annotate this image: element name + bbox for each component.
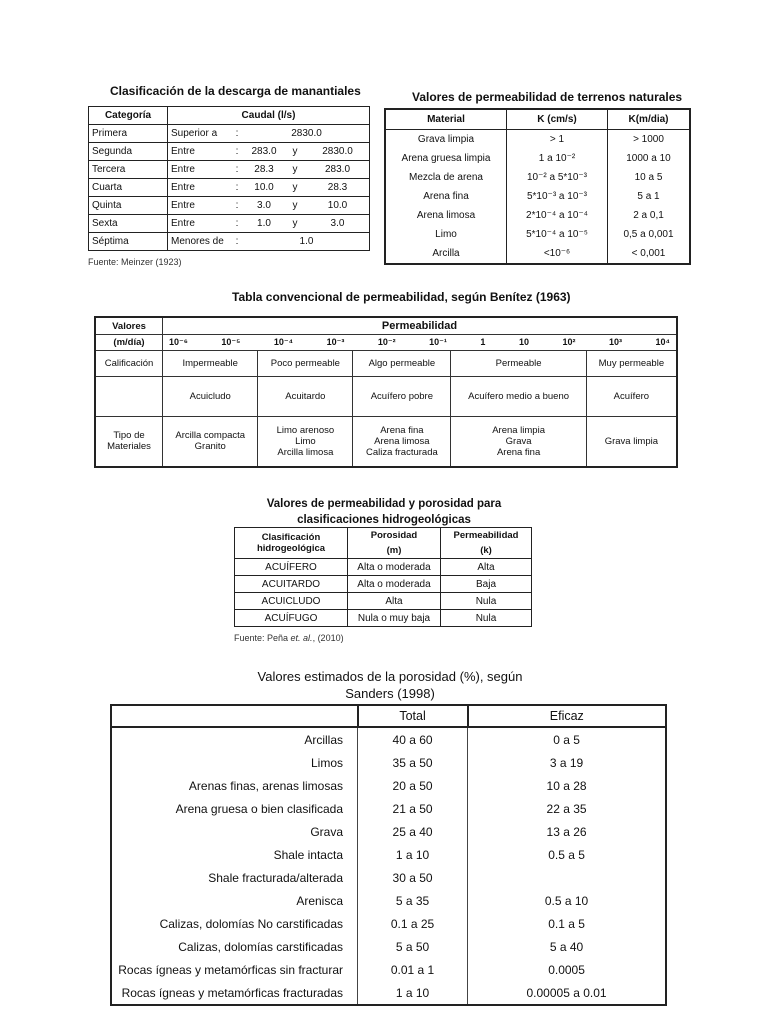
table5-title-line2: Sanders (1998) <box>345 686 435 701</box>
label-valores: Valores <box>95 317 163 335</box>
hydrogeologic-classification-table <box>234 527 532 627</box>
clase-cell: ACUÍFUGO <box>235 610 348 627</box>
material-cell: Arena fina <box>385 187 507 206</box>
table-row <box>111 820 666 843</box>
table-row <box>235 576 532 593</box>
caudal-cell <box>168 143 370 161</box>
calificacion-row <box>95 351 677 377</box>
table-row <box>385 168 690 187</box>
caudal-prefix: Entre <box>171 200 195 211</box>
label-tipo-materiales: Tipo de Materiales <box>95 417 163 467</box>
scale-tick: 10⁻⁶ <box>169 337 188 347</box>
scale-tick: 10⁻⁴ <box>273 337 294 347</box>
table-row <box>111 727 666 751</box>
calificacion-cell: Muy permeable <box>586 351 677 377</box>
k-mdia-cell: 2 a 0,1 <box>608 206 691 225</box>
header-k-mdia: K(m/dia) <box>608 109 691 130</box>
total-cell: 1 a 10 <box>358 981 468 1005</box>
header-permeabilidad-unit: (k) <box>480 545 492 556</box>
table1-source: Fuente: Meinzer (1923) <box>88 257 182 267</box>
table-row <box>385 149 690 168</box>
materiales-cell: Limo arenoso Limo Arcilla limosa <box>258 417 353 467</box>
eficaz-cell: 0.00005 a 0.01 <box>468 981 666 1005</box>
caudal-min: 1.0 <box>299 236 314 247</box>
scale-tick: 10 <box>518 337 529 347</box>
table-row <box>385 244 690 264</box>
porosidad-cell: Alta <box>348 593 441 610</box>
caudal-prefix: Entre <box>171 218 195 229</box>
categoria-cell: Séptima <box>89 233 168 251</box>
header-permeabilidad <box>441 528 532 559</box>
header-porosidad-unit: (m) <box>386 545 402 556</box>
table4-source <box>234 633 344 643</box>
porosity-sanders-table <box>110 704 667 1006</box>
caudal-min: 10.0 <box>254 182 274 193</box>
caudal-max: 28.3 <box>327 182 348 193</box>
eficaz-cell: 22 a 35 <box>468 797 666 820</box>
caudal-sep: : <box>235 218 239 229</box>
table-row <box>111 958 666 981</box>
caudal-sep: : <box>235 236 239 247</box>
caudal-max: 10.0 <box>327 200 348 211</box>
material-name-cell: Arenisca <box>111 889 358 912</box>
table-row <box>111 866 666 889</box>
eficaz-cell: 3 a 19 <box>468 751 666 774</box>
table4-title <box>234 496 534 528</box>
caudal-sep: : <box>235 200 239 211</box>
caudal-y: y <box>292 164 298 175</box>
table-header-row <box>235 528 532 559</box>
caudal-max: 3.0 <box>330 218 345 229</box>
scale-tick: 10² <box>562 337 576 347</box>
caudal-sep: : <box>235 146 239 157</box>
table-row <box>111 774 666 797</box>
caudal-prefix: Entre <box>171 164 195 175</box>
table-row <box>235 559 532 576</box>
porosidad-cell: Nula o muy baja <box>348 610 441 627</box>
caudal-cell <box>168 215 370 233</box>
table4-title-line2: clasificaciones hidrogeológicas <box>297 514 471 526</box>
permeability-natural-table <box>384 108 691 265</box>
scale-tick: 10⁴ <box>655 337 670 347</box>
label-calificacion: Calificación <box>95 351 163 377</box>
material-name-cell: Arcillas <box>111 727 358 751</box>
table-row <box>89 197 370 215</box>
materiales-cell: Arcilla compacta Granito <box>163 417 258 467</box>
permeabilidad-cell: Nula <box>441 610 532 627</box>
material-name-cell: Rocas ígneas y metamórficas sin fracturar <box>111 958 358 981</box>
caudal-prefix: Superior a <box>171 128 218 139</box>
header-blank <box>111 705 358 727</box>
material-name-cell: Shale intacta <box>111 843 358 866</box>
caudal-min: 2830.0 <box>291 128 322 139</box>
benitez-permeability-table <box>94 316 678 468</box>
source-year: , (2010) <box>312 633 344 643</box>
material-cell: Arcilla <box>385 244 507 264</box>
material-name-cell: Rocas ígneas y metamórficas fracturadas <box>111 981 358 1005</box>
material-cell: Arena gruesa limpia <box>385 149 507 168</box>
permeability-scale <box>163 337 676 348</box>
table-row <box>89 215 370 233</box>
categoria-cell: Quinta <box>89 197 168 215</box>
table-row <box>89 179 370 197</box>
table-row <box>89 125 370 143</box>
caudal-y: y <box>292 218 298 229</box>
table-row <box>235 593 532 610</box>
clase-row <box>95 377 677 417</box>
empty-cell <box>95 377 163 417</box>
header-porosidad-label: Porosidad <box>370 530 418 541</box>
material-name-cell: Shale fracturada/alterada <box>111 866 358 889</box>
table-row <box>385 130 690 150</box>
categoria-cell: Tercera <box>89 161 168 179</box>
k-mdia-cell: > 1000 <box>608 130 691 150</box>
eficaz-cell: 13 a 26 <box>468 820 666 843</box>
clase-cell: ACUICLUDO <box>235 593 348 610</box>
caudal-max: 283.0 <box>324 164 351 175</box>
categoria-cell: Sexta <box>89 215 168 233</box>
caudal-y: y <box>292 182 298 193</box>
header-material: Material <box>385 109 507 130</box>
caudal-prefix: Entre <box>171 146 195 157</box>
total-cell: 5 a 35 <box>358 889 468 912</box>
caudal-min: 283.0 <box>251 146 277 157</box>
porosidad-cell: Alta o moderada <box>348 576 441 593</box>
k-cms-cell: 1 a 10⁻² <box>507 149 608 168</box>
eficaz-cell: 0.0005 <box>468 958 666 981</box>
caudal-y: y <box>292 200 298 211</box>
categoria-cell: Primera <box>89 125 168 143</box>
clase-cell: Acuitardo <box>258 377 353 417</box>
spring-discharge-table <box>88 106 370 251</box>
k-cms-cell: > 1 <box>507 130 608 150</box>
material-cell: Grava limpia <box>385 130 507 150</box>
total-cell: 25 a 40 <box>358 820 468 843</box>
eficaz-cell: 0.5 a 5 <box>468 843 666 866</box>
caudal-prefix: Menores de <box>171 236 224 247</box>
materiales-cell: Grava limpia <box>586 417 677 467</box>
eficaz-cell: 0.1 a 5 <box>468 912 666 935</box>
caudal-sep: : <box>235 164 239 175</box>
table-header-row <box>89 107 370 125</box>
table2-title: Valores de permeabilidad de terrenos naturales <box>412 90 683 104</box>
header-eficaz: Eficaz <box>468 705 666 727</box>
header-clasificacion: Clasificación hidrogeológica <box>235 528 348 559</box>
table-row <box>89 233 370 251</box>
total-cell: 0.1 a 25 <box>358 912 468 935</box>
scale-tick: 10⁻³ <box>326 337 345 347</box>
table-row <box>385 206 690 225</box>
categoria-cell: Cuarta <box>89 179 168 197</box>
eficaz-cell: 5 a 40 <box>468 935 666 958</box>
scale-row <box>95 335 677 351</box>
table-row <box>89 143 370 161</box>
k-mdia-cell: 1000 a 10 <box>608 149 691 168</box>
k-mdia-cell: < 0,001 <box>608 244 691 264</box>
clase-cell: ACUITARDO <box>235 576 348 593</box>
label-mdia: (m/día) <box>95 335 163 351</box>
clase-cell: Acuífero <box>586 377 677 417</box>
total-cell: 20 a 50 <box>358 774 468 797</box>
materiales-row <box>95 417 677 467</box>
material-name-cell: Grava <box>111 820 358 843</box>
material-name-cell: Arena gruesa o bien clasificada <box>111 797 358 820</box>
table-row <box>385 225 690 244</box>
permeabilidad-cell: Baja <box>441 576 532 593</box>
scale-tick: 10⁻⁵ <box>221 337 241 347</box>
table-row <box>111 843 666 866</box>
k-mdia-cell: 5 a 1 <box>608 187 691 206</box>
k-cms-cell: 5*10⁻³ a 10⁻³ <box>507 187 608 206</box>
caudal-cell <box>168 179 370 197</box>
total-cell: 1 a 10 <box>358 843 468 866</box>
total-cell: 5 a 50 <box>358 935 468 958</box>
table-row <box>111 981 666 1005</box>
caudal-cell <box>168 125 370 143</box>
caudal-min: 28.3 <box>254 164 274 175</box>
total-cell: 0.01 a 1 <box>358 958 468 981</box>
table-header-row <box>95 317 677 335</box>
caudal-sep: : <box>235 182 239 193</box>
table5-title <box>230 668 550 702</box>
total-cell: 30 a 50 <box>358 866 468 889</box>
source-text: Fuente: Peña <box>234 633 291 643</box>
header-k-cms: K (cm/s) <box>507 109 608 130</box>
caudal-max: 2830.0 <box>322 146 353 157</box>
caudal-cell <box>168 233 370 251</box>
materiales-cell: Arena limpia Grava Arena fina <box>451 417 586 467</box>
caudal-sep: : <box>235 128 239 139</box>
header-total: Total <box>358 705 468 727</box>
clase-cell: Acuífero pobre <box>353 377 451 417</box>
table4-title-line1: Valores de permeabilidad y porosidad para <box>266 498 502 510</box>
eficaz-cell: 0.5 a 10 <box>468 889 666 912</box>
materiales-cell: Arena fina Arena limosa Caliza fracturada <box>353 417 451 467</box>
k-cms-cell: 10⁻² a 5*10⁻³ <box>507 168 608 187</box>
table-header-row <box>385 109 690 130</box>
scale-tick: 1 <box>480 337 486 347</box>
material-name-cell: Arenas finas, arenas limosas <box>111 774 358 797</box>
caudal-y: y <box>292 146 298 157</box>
header-caudal: Caudal (l/s) <box>168 107 370 125</box>
categoria-cell: Segunda <box>89 143 168 161</box>
header-permeabilidad-label: Permeabilidad <box>453 530 519 541</box>
eficaz-cell <box>468 866 666 889</box>
source-etal: et. al. <box>290 633 313 643</box>
material-name-cell: Calizas, dolomías carstificadas <box>111 935 358 958</box>
total-cell: 21 a 50 <box>358 797 468 820</box>
table5-title-line1: Valores estimados de la porosidad (%), según <box>257 669 523 684</box>
table3-title: Tabla convencional de permeabilidad, según Benítez (1963) <box>232 290 571 304</box>
clase-cell: ACUÍFERO <box>235 559 348 576</box>
k-cms-cell: 5*10⁻⁴ a 10⁻⁵ <box>507 225 608 244</box>
table1-title: Clasificación de la descarga de manantiales <box>110 84 361 98</box>
permeabilidad-cell: Alta <box>441 559 532 576</box>
header-categoria: Categoría <box>89 107 168 125</box>
porosidad-cell: Alta o moderada <box>348 559 441 576</box>
eficaz-cell: 10 a 28 <box>468 774 666 797</box>
scale-tick: 10⁻¹ <box>429 337 447 347</box>
caudal-min: 3.0 <box>257 200 271 211</box>
table-header-row <box>111 705 666 727</box>
calificacion-cell: Permeable <box>451 351 586 377</box>
clase-cell: Acuífero medio a bueno <box>451 377 586 417</box>
table-row <box>111 751 666 774</box>
k-cms-cell: 2*10⁻⁴ a 10⁻⁴ <box>507 206 608 225</box>
material-name-cell: Calizas, dolomías No carstificadas <box>111 912 358 935</box>
table-row <box>111 912 666 935</box>
table-row <box>89 161 370 179</box>
k-mdia-cell: 0,5 a 0,001 <box>608 225 691 244</box>
header-porosidad <box>348 528 441 559</box>
table-row <box>235 610 532 627</box>
total-cell: 35 a 50 <box>358 751 468 774</box>
caudal-min: 1.0 <box>257 218 271 229</box>
calificacion-cell: Impermeable <box>163 351 258 377</box>
material-cell: Limo <box>385 225 507 244</box>
caudal-cell <box>168 197 370 215</box>
calificacion-cell: Poco permeable <box>258 351 353 377</box>
calificacion-cell: Algo permeable <box>353 351 451 377</box>
table-row <box>111 889 666 912</box>
scale-tick: 10⁻² <box>377 337 396 347</box>
permeabilidad-cell: Nula <box>441 593 532 610</box>
k-mdia-cell: 10 a 5 <box>608 168 691 187</box>
caudal-cell <box>168 161 370 179</box>
table-row <box>111 935 666 958</box>
clase-cell: Acuicludo <box>163 377 258 417</box>
scale-tick: 10³ <box>608 337 622 347</box>
table-row <box>111 797 666 820</box>
material-name-cell: Limos <box>111 751 358 774</box>
caudal-prefix: Entre <box>171 182 195 193</box>
label-permeabilidad: Permeabilidad <box>163 317 678 335</box>
material-cell: Mezcla de arena <box>385 168 507 187</box>
table-row <box>385 187 690 206</box>
eficaz-cell: 0 a 5 <box>468 727 666 751</box>
k-cms-cell: <10⁻⁶ <box>507 244 608 264</box>
material-cell: Arena limosa <box>385 206 507 225</box>
total-cell: 40 a 60 <box>358 727 468 751</box>
